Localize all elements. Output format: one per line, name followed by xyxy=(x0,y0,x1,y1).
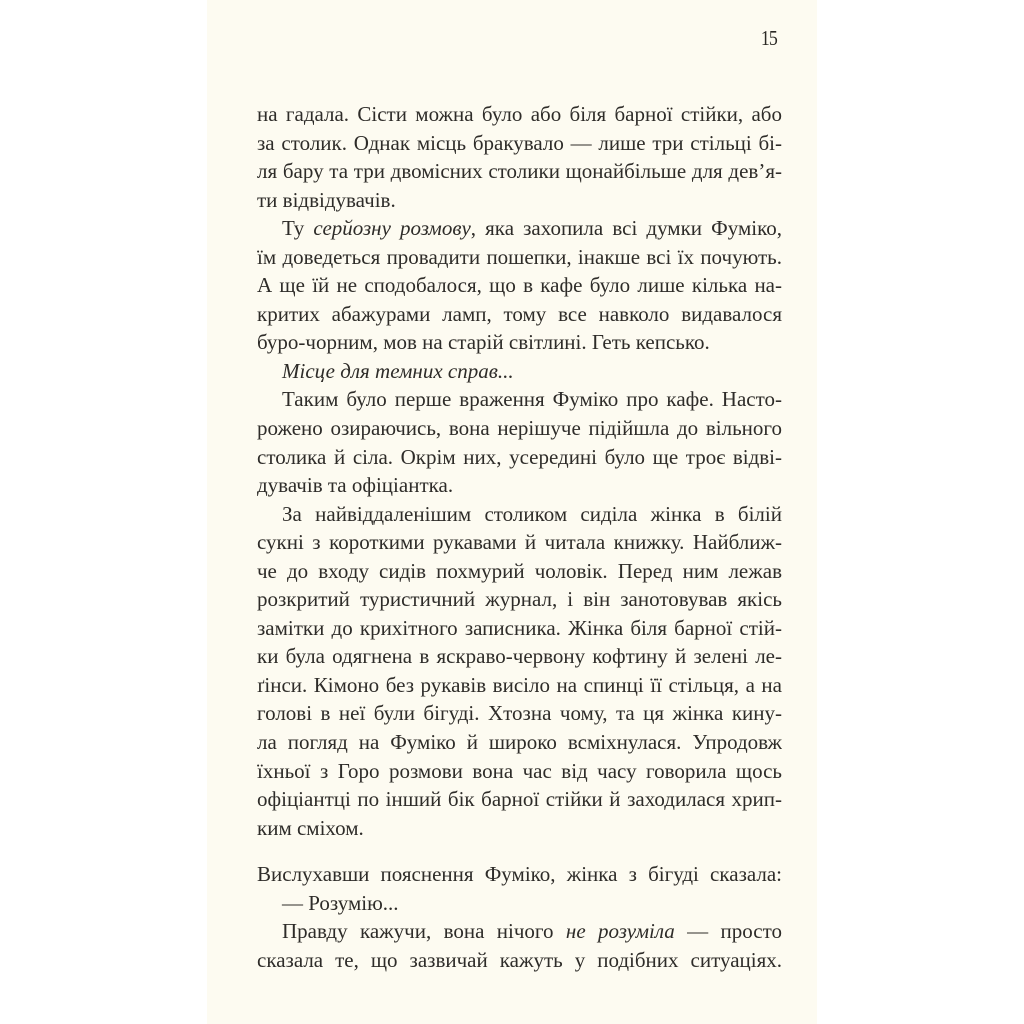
italic-emphasis: серйозну розмову xyxy=(313,216,471,241)
text-line: ла погляд на Фуміко й широко всміхнулася. Упродовж xyxy=(257,730,782,755)
text-line: сукні з короткими рукавами й читала книжку. Найближ- xyxy=(257,530,782,555)
text-line: че до входу сидів похмурий чоловік. Перед ним лежав xyxy=(257,558,782,583)
paragraph xyxy=(257,357,782,386)
text-line: — Розумію... xyxy=(282,890,399,915)
text-segment: Правду кажучи, вона нічого xyxy=(282,919,566,944)
text-segment: — просто xyxy=(674,919,782,944)
text-line: замітки до крихітного записника. Жінка біля барної стій- xyxy=(257,615,782,640)
paragraph xyxy=(257,500,782,843)
book-page xyxy=(207,0,817,1024)
text-line xyxy=(257,357,782,386)
paragraph xyxy=(257,889,782,918)
text-segment: Ту xyxy=(282,216,314,241)
page-number: 15 xyxy=(760,26,777,50)
text-line: А ще їй не сподобалося, що в кафе було лише кілька на- xyxy=(257,273,782,298)
text-line: за столик. Однак місць бракувало — лише три стільці бі- xyxy=(257,130,782,155)
paragraph xyxy=(257,385,782,499)
text-line: голові в неї були бігуді. Хтозна чому, та ця жінка кину- xyxy=(257,701,782,726)
text-line: Таким було перше враження Фуміко про кафе. Насто- xyxy=(282,387,782,412)
text-line: їм доведеться провадити пошепки, інакше всі їх почують. xyxy=(257,244,782,269)
text-line: рожено озираючись, вона нерішуче підійшла до вільного xyxy=(257,416,782,441)
paragraph xyxy=(257,917,782,974)
text-segment: , яка захопила всі думки Фуміко, xyxy=(470,216,782,241)
text-line: сказала те, що зазвичай кажуть у подібних ситуаціях. xyxy=(257,947,782,972)
text-line: ким сміхом. xyxy=(257,815,364,840)
italic-emphasis: не розуміла xyxy=(565,919,675,944)
body-text xyxy=(257,100,782,974)
text-line: дувачів та офіціантка. xyxy=(257,473,454,498)
text-line: ля бару та три двомісних столики щонайбільше для дев’я- xyxy=(257,159,782,184)
text-line xyxy=(257,917,782,946)
text-line: їхньої з Горо розмови вона час від часу говорила щось xyxy=(257,758,782,783)
text-line: ґінси. Кімоно без рукавів висіло на спинці її стільця, а на xyxy=(257,672,782,697)
text-line: столика й сіла. Окрім них, усередині було ще троє відві- xyxy=(257,444,782,469)
paragraph xyxy=(257,100,782,214)
text-line: буро-чорним, мов на старій світлині. Геть кепсько. xyxy=(257,330,710,355)
section-break xyxy=(257,842,782,860)
text-line: критих абажурами ламп, тому все навколо видавалося xyxy=(257,301,782,326)
text-line: розкритий туристичний журнал, і він занотовував якісь xyxy=(257,587,782,612)
text-line: За найвіддаленішим столиком сиділа жінка в білій xyxy=(282,501,782,526)
text-line: ки була одягнена в яскраво-червону кофтину й зелені ле- xyxy=(257,644,782,669)
text-line: Вислухавши пояснення Фуміко, жінка з бігуді сказала: xyxy=(257,862,782,887)
text-line: на гадала. Сісти можна було або біля барної стійки, або xyxy=(257,102,782,126)
text-line xyxy=(257,214,782,243)
blank-line xyxy=(257,842,782,860)
italic-emphasis: Місце для темних справ... xyxy=(282,358,514,383)
paragraph xyxy=(257,860,782,889)
text-line: ти відвідувачів. xyxy=(257,187,396,212)
text-line: офіціантці по інший бік барної стійки й заходилася хрип- xyxy=(257,787,782,812)
paragraph xyxy=(257,214,782,357)
